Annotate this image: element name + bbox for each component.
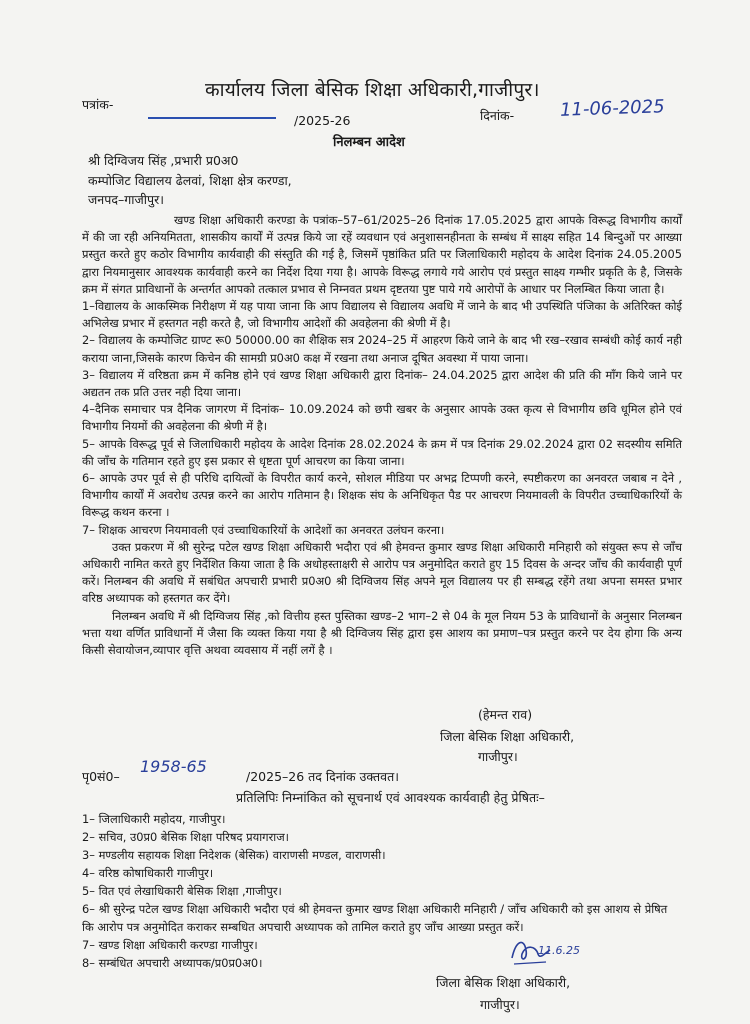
recipient-3: 3– मण्डलीय सहायक शिक्षा निदेशक (बेसिक) वाराणसी मण्डल, वाराणसी। — [82, 848, 386, 862]
patrank-label: पत्रांक- — [82, 97, 114, 112]
charge-2: 2– विद्यालय के कम्पोजिट ग्राण्ट रू0 50000.00 का शैक्षिक सत्र 2024–25 में आहरण किये जाने के बाद भी रख–रखाव सम्बंधी कोई कार्य नही कराया जाना,जिसके कारण किचेन की सामग्री प्र0अ0 कक्ष में रखना तथा अनाज दूषित अवस्था में पाया जाना। — [82, 333, 682, 365]
addressee-line-2: कम्पोजिट विद्यालय ढेलवां, शिक्षा क्षेत्र करण्डा, — [88, 173, 292, 188]
addressee-line-3: जनपद–गाजीपुर। — [88, 192, 164, 207]
patrank-year: /2025-26 — [294, 113, 351, 128]
signatory-place: गाजीपुर। — [478, 749, 518, 764]
charge-5: 5– आपके विरूद्ध पूर्व से जिलाधिकारी महोदय के आदेश दिनांक 28.02.2024 के क्रम में पत्र दिनांक 29.02.2024 द्वारा 02 सदस्यीय समिति की जाँच के गतिमान रहते हुए इस प्रकार से धृष्टता पूर्ण आचरण का किया जाना। — [82, 436, 682, 468]
pu-label: पृ0सं0– — [82, 769, 120, 784]
recipient-4: 4– वरिष्ठ कोषाधिकारी गाजीपुर। — [82, 866, 214, 880]
recipient-5: 5– वित एवं लेखाधिकारी बेसिक शिक्षा ,गाजीपुर। — [82, 884, 282, 898]
recipient-7: 7– खण्ड शिक्षा अधिकारी करण्डा गाजीपुर। — [82, 938, 258, 952]
signatory2-place: गाजीपुर। — [480, 997, 520, 1012]
office-title: कार्यालय जिला बेसिक शिक्षा अधिकारी,गाजीपुर। — [205, 79, 540, 101]
addressee-line-1: श्री दिग्विजय सिंह ,प्रभारी प्र0अ0 — [88, 153, 239, 168]
intro-paragraph: खण्ड शिक्षा अधिकारी करण्डा के पत्रांक–57–61/2025–26 दिनांक 17.05.2025 द्वारा आपके विरूद्ध विभागीय कार्यों में की जा रही अनियमितता, शासकीय कार्यों में उत्पन्न किये जा रहें व्यवधान एवं अनुशासनहीनता के सम्बंध में साक्ष्य सहित 14 बिन्दुओं पर आख्या प्रस्तुत करते हुए कठोर विभागीय कार्यवाही की संस्तुति की गई है, जिसमें पृष्ठांकित प्रति पर जिलाधिकारी महोदय के आदेश दिनांक 24.05.2005 द्वारा नियमानुसार आवश्यक कार्यवाही करने का निर्देश दिया गया है। आपके विरूद्ध लगाये गये आरोप एवं प्रस्तुत साक्ष्य गम्भीर प्रकृति के है, जिसके क्रम में संगत प्राविधानों के अन्तर्गत आपको तत्काल प्रभाव से निम्नवत प्रथम दृष्टतया पुष्ट पाये गये आरोपों के आधार पर निलम्बित किया जाता है। — [82, 213, 682, 296]
charge-6: 6– आपके उपर पूर्व से ही परिधि दायित्वों के विपरीत कार्य करने, सोशल मीडिया पर अभद्र टिप्पणी करने, स्पष्टीकरण का अनवरत जबाब न देने , विभागीय कार्यों में अवरोध उत्पन्न करने का आरोप गतिमान है। शिक्षक संघ के अनिधिकृत पैड पर आचरण नियमावली के विपरीत उच्चाधिकारियों के विरूद्ध कथन करना । — [82, 471, 682, 520]
order-title: निलम्बन आदेश — [333, 135, 405, 150]
recipient-2: 2– सचिव, उ0प्र0 बेसिक शिक्षा परिषद प्रयागराज। — [82, 830, 289, 844]
copy-heading: प्रतिलिपिः निम्नांकित को सूचनार्थ एवं आवश्यक कार्यवाही हेतु प्रेषितः– — [236, 790, 545, 805]
recipient-8: 8– सम्बंधित अपचारी अध्यापक/प्र0प्र0अ0। — [82, 956, 263, 970]
allowance-paragraph: निलम्बन अवधि में श्री दिग्विजय सिंह ,को वित्तीय हस्त पुस्तिका खण्ड–2 भाग–2 से 04 के मूल नियम 53 के प्राविधानों के अनुसार निलम्बन भत्ता यथा वर्णित प्राविधानों में जैसा कि व्यक्त किया गया है श्री दिग्विजय सिंह द्वारा इस आशय का प्रमाण–पत्र प्रस्तुत करने पर देय होगा कि अन्य किसी सेवायोजन,व्यापार वृत्ति अथवा व्यवसाय में नहीं लगें है । — [82, 608, 682, 658]
charge-1: 1–विद्यालय के आकस्मिक निरीक्षण में यह पाया जाना कि आप विद्यालय से विद्यालय अवधि में जाने के बाद भी उपस्थिति पंजिका के अतिरिक्त कोई अभिलेख प्रभार में हस्तगत नही करते है, जो विभागीय आदेशों की अवहेलना की श्रेणी में है। — [82, 299, 682, 331]
pu-suffix: /2025–26 तद दिनांक उक्तवत। — [246, 769, 399, 784]
inquiry-paragraph: उक्त प्रकरण में श्री सुरेन्द्र पटेल खण्ड शिक्षा अधिकारी भदौरा एवं श्री हेमवन्त कुमार खण्ड शिक्षा अधिकारी मनिहारी को संयुक्त रूप से जाँच अधिकारी नामित करते हुए निर्देशित किया जाता है कि अधोहस्ताक्षरी से आरोप पत्र अनुमोदित कराते हुए 15 दिवस के अन्दर जाँच की कार्यवाही पूर्ण करें। निलम्बन की अवधि में सबंधित अपचारी प्रभारी प्र0अ0 श्री दिग्विजय सिंह अपने मूल विद्यालय पर ही सम्बद्ध रहेंगे तथा अपना समस्त प्रभार वरिष्ठ अध्यापक को हस्तगत कर देंगे। — [82, 539, 682, 606]
signatory-designation: जिला बेसिक शिक्षा अधिकारी, — [440, 729, 575, 744]
charge-4: 4–दैनिक समाचार पत्र दैनिक जागरण में दिनांक– 10.09.2024 को छपी खबर के अनुसार आपके उक्त कृत्य से विभागीय छवि धूमिल होने एवं विभागीय नियमों की अवहेलना की श्रेणी में है। — [82, 402, 682, 434]
charge-3: 3– विद्यालय में वरिष्ठता क्रम में कनिष्ठ होने एवं खण्ड शिक्षा अधिकारी द्वारा दिनांक– 24.04.2025 द्वारा आदेश की प्रति की माँग किये जाने पर अद्यतन तक प्रति उत्तर नही दिया जाना। — [82, 367, 682, 400]
charge-7: 7– शिक्षक आचरण नियमावली एवं उच्चाधिकारियों के आदेशों का अनवरत उलंघन करना। — [82, 522, 445, 537]
recipient-list — [82, 810, 682, 972]
signature-date: 11.6.25 — [538, 944, 580, 957]
dinank-value: 11-06-2025 — [559, 96, 665, 121]
signatory2-designation: जिला बेसिक शिक्षा अधिकारी, — [436, 975, 571, 990]
dinank-label: दिनांक- — [480, 108, 515, 123]
recipient-1: 1– जिलाधिकारी महोदय, गाजीपुर। — [82, 812, 226, 826]
order-body — [82, 212, 682, 659]
recipient-6: 6– श्री सुरेन्द्र पटेल खण्ड शिक्षा अधिकारी भदौरा एवं श्री हेमवन्त कुमार खण्ड शिक्षा अधिकारी मनिहारी / जाँच अधिकारी को इस आशय से प्रेषित कि आरोप पत्र अनुमोदित कराकर सम्बधित अपचारी अध्यापक को तामिल कराते हुए जाँच आख्या प्रस्तुत करें। — [82, 902, 668, 934]
pu-number: 1958-65 — [140, 757, 207, 776]
signatory-name: (हेमन्त राव) — [478, 707, 533, 722]
patrank-underline — [148, 117, 276, 119]
